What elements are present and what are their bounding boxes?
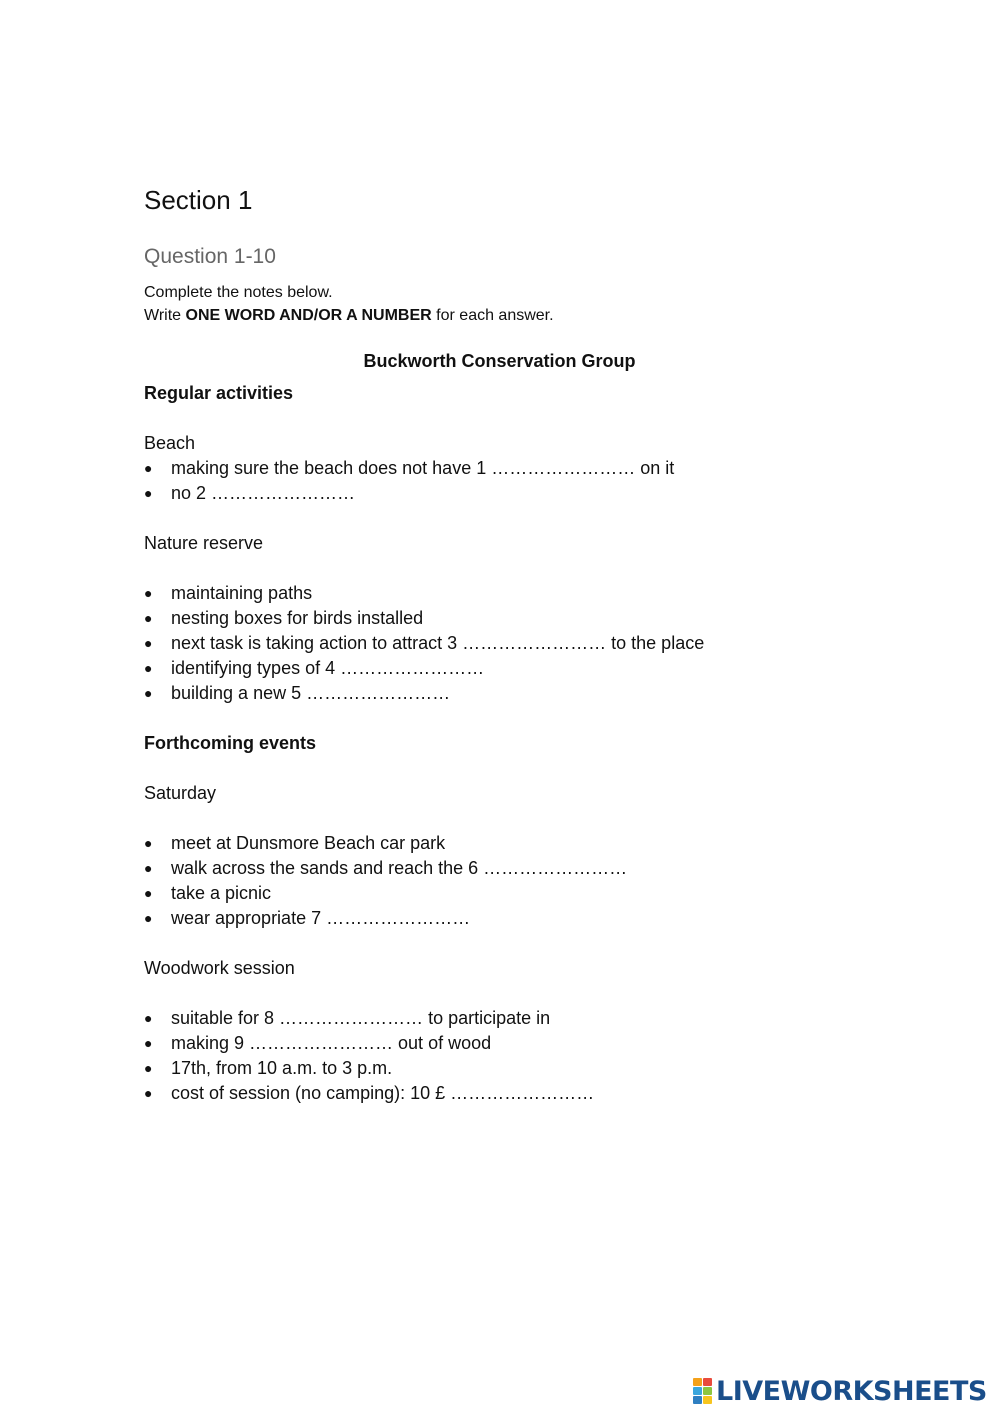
bullet: ● [144,610,153,626]
list-item: ● wear appropriate 7 …………………… [144,906,864,931]
list-item: ● identifying types of 4 …………………… [144,656,864,681]
bullet: ● [144,1010,153,1026]
list-item: ● making 9 …………………… out of wood [144,1031,864,1056]
liveworksheets-logo-icon [693,1378,713,1404]
bullet: ● [144,585,153,601]
section-title: Section 1 [144,185,253,215]
logo-tile [703,1396,712,1404]
saturday-list [144,831,864,931]
nature-reserve-label: Nature reserve [144,533,264,553]
instruction-bold: ONE WORD AND/OR A NUMBER [185,307,432,324]
regular-activities-heading: Regular activities [144,383,294,403]
instruction-line-2 [144,304,554,327]
logo-tile [693,1387,702,1395]
bullet: ● [144,835,153,851]
bullet: ● [144,1060,153,1076]
list-item: ● no 2 …………………… [144,481,864,506]
bullet: ● [144,1035,153,1051]
nature-reserve-list [144,581,864,706]
question-title: Question 1-10 [144,245,276,268]
list-item: ● suitable for 8 …………………… to participate in [144,1006,864,1031]
bullet: ● [144,885,153,901]
bullet: ● [144,460,153,476]
instruction-end: for each answer. [436,307,554,324]
beach-list [144,456,864,506]
bullet: ● [144,685,153,701]
bullet: ● [144,660,153,676]
list-item: ● nesting boxes for birds installed [144,606,864,631]
logo-tile [703,1387,712,1395]
list-item: ● meet at Dunsmore Beach car park [144,831,864,856]
list-item: ● making sure the beach does not have 1 …………………… on it [144,456,864,481]
instructions [144,281,554,327]
bullet: ● [144,1085,153,1101]
bullet: ● [144,485,153,501]
bullet: ● [144,910,153,926]
woodwork-list [144,1006,864,1106]
list-item: ● building a new 5 …………………… [144,681,864,706]
list-item: ● next task is taking action to attract 3 …………………… to the place [144,631,864,656]
beach-label: Beach [144,433,196,453]
logo-tile [693,1396,702,1404]
notes-body [144,381,864,1106]
instruction-line-1: Complete the notes below. [144,284,333,301]
list-item: ● 17th, from 10 a.m. to 3 p.m. [144,1056,864,1081]
logo-tile [703,1378,712,1386]
list-item: ● take a picnic [144,881,864,906]
forthcoming-events-heading: Forthcoming events [144,733,317,753]
list-item: ● walk across the sands and reach the 6 …………………… [144,856,864,881]
instruction-write: Write [144,307,182,324]
saturday-label: Saturday [144,783,217,803]
bullet: ● [144,860,153,876]
notes-title: Buckworth Conservation Group [363,351,636,371]
list-item: ● cost of session (no camping): 10 £ …………………… [144,1081,864,1106]
woodwork-session-label: Woodwork session [144,958,295,978]
list-item: ● maintaining paths [144,581,864,606]
liveworksheets-logo [693,1376,987,1406]
bullet: ● [144,635,153,651]
logo-tile [693,1378,702,1386]
logo-text: LIVEWORKSHEETS [716,1375,987,1407]
